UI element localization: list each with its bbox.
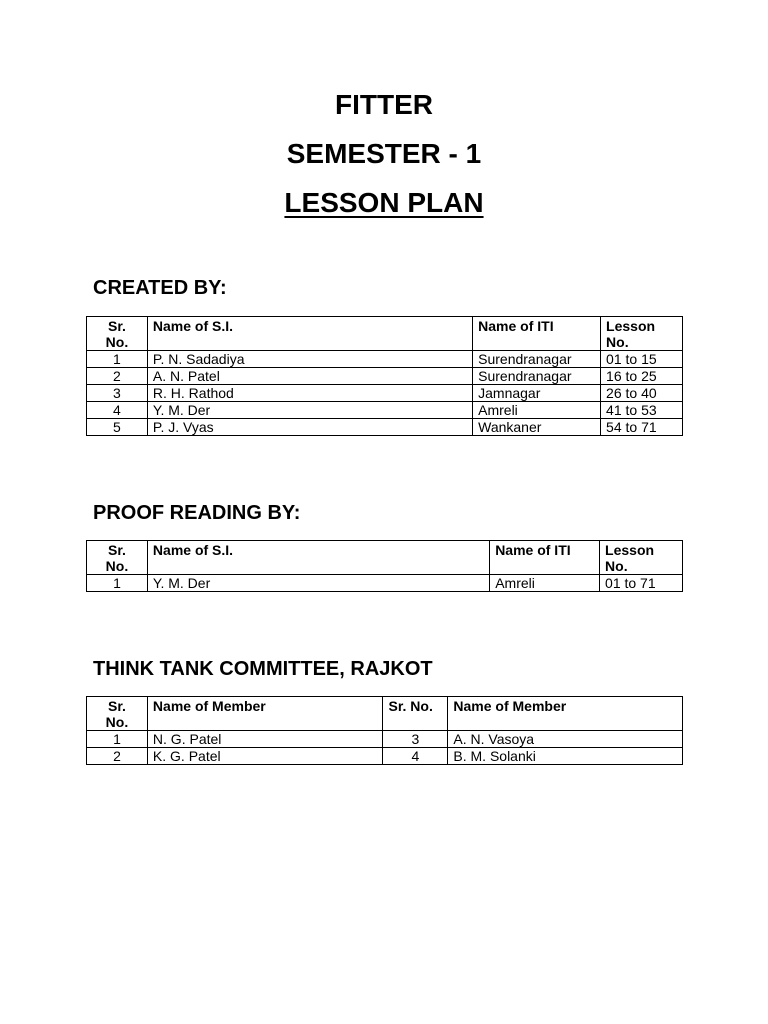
cell-sr1: 2 (87, 748, 148, 765)
cell-lesson: 26 to 40 (601, 385, 683, 402)
cell-name: P. J. Vyas (147, 419, 472, 436)
cell-member1: K. G. Patel (147, 748, 383, 765)
document-title-block (0, 80, 768, 227)
table-row (87, 351, 683, 368)
table-row (87, 385, 683, 402)
cell-name: Y. M. Der (147, 575, 489, 592)
think-tank-table (86, 696, 683, 765)
cell-sr2: 3 (383, 731, 448, 748)
cell-lesson: 54 to 71 (601, 419, 683, 436)
header-lesson-no: Lesson No. (600, 541, 683, 575)
header-lesson-no: Lesson No. (601, 317, 683, 351)
created-by-table (86, 316, 683, 436)
header-name-of-member: Name of Member (147, 697, 383, 731)
table-header-row (87, 697, 683, 731)
table-row (87, 402, 683, 419)
cell-name: Y. M. Der (147, 402, 472, 419)
cell-name: P. N. Sadadiya (147, 351, 472, 368)
semester-title: SEMESTER - 1 (286, 138, 482, 169)
cell-sr: 4 (87, 402, 148, 419)
cell-iti: Wankaner (473, 419, 601, 436)
trade-title: FITTER (335, 89, 433, 120)
header-sr-no: Sr. No. (87, 317, 148, 351)
cell-iti: Surendranagar (473, 368, 601, 385)
table-row (87, 419, 683, 436)
proof-reading-rows (87, 575, 683, 592)
header-name-of-member-2: Name of Member (448, 697, 683, 731)
proof-reading-table (86, 540, 683, 592)
cell-sr: 3 (87, 385, 148, 402)
created-by-rows (87, 351, 683, 436)
cell-member2: A. N. Vasoya (448, 731, 683, 748)
think-tank-heading: THINK TANK COMMITTEE, RAJKOT (93, 658, 433, 680)
header-name-of-si: Name of S.I. (147, 541, 489, 575)
cell-iti: Surendranagar (473, 351, 601, 368)
created-by-heading: CREATED BY: (93, 277, 227, 299)
table-header-row (87, 541, 683, 575)
header-sr-no: Sr. No. (87, 697, 148, 731)
cell-iti: Jamnagar (473, 385, 601, 402)
table-row (87, 368, 683, 385)
cell-iti: Amreli (490, 575, 600, 592)
cell-lesson: 01 to 71 (600, 575, 683, 592)
header-name-of-iti: Name of ITI (473, 317, 601, 351)
cell-name: R. H. Rathod (147, 385, 472, 402)
lesson-plan-title: LESSON PLAN (284, 187, 484, 218)
cell-sr: 1 (87, 351, 148, 368)
proof-reading-heading: PROOF READING BY: (93, 502, 301, 524)
cell-name: A. N. Patel (147, 368, 472, 385)
cell-sr2: 4 (383, 748, 448, 765)
cell-lesson: 41 to 53 (601, 402, 683, 419)
header-sr-no: Sr. No. (87, 541, 148, 575)
cell-iti: Amreli (473, 402, 601, 419)
header-name-of-iti: Name of ITI (490, 541, 600, 575)
cell-member2: B. M. Solanki (448, 748, 683, 765)
cell-member1: N. G. Patel (147, 731, 383, 748)
table-header-row (87, 317, 683, 351)
cell-sr1: 1 (87, 731, 148, 748)
header-name-of-si: Name of S.I. (147, 317, 472, 351)
table-row (87, 575, 683, 592)
cell-sr: 5 (87, 419, 148, 436)
table-row (87, 731, 683, 748)
cell-sr: 2 (87, 368, 148, 385)
header-sr-no-2: Sr. No. (383, 697, 448, 731)
cell-lesson: 16 to 25 (601, 368, 683, 385)
cell-sr: 1 (87, 575, 148, 592)
table-row (87, 748, 683, 765)
think-tank-rows (87, 731, 683, 765)
cell-lesson: 01 to 15 (601, 351, 683, 368)
